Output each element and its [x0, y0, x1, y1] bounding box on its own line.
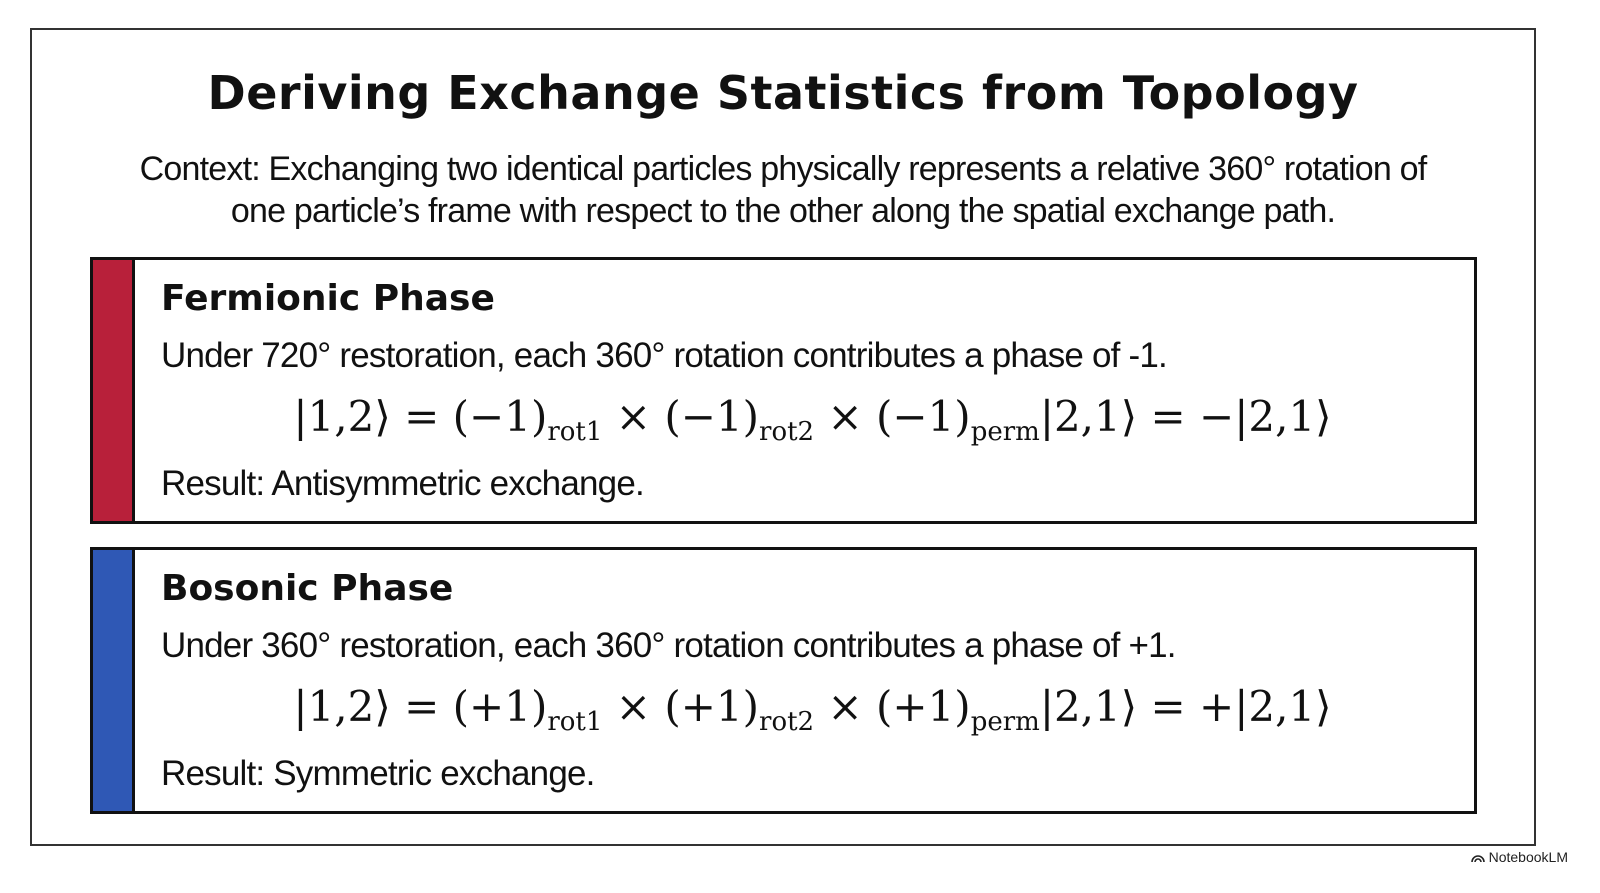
bosonic-accent-bar	[93, 550, 135, 811]
fermionic-phase-panel	[90, 257, 1477, 524]
eq-factor-rot2: (+1)	[664, 682, 760, 731]
eq-factor-perm: (−1)	[876, 392, 971, 441]
eq-sub-rot2: rot2	[759, 707, 815, 737]
eq-sub-rot2: rot2	[759, 417, 815, 447]
eq-times: ×	[814, 682, 876, 731]
eq-factor-rot2: (−1)	[664, 392, 760, 441]
eq-factor-rot1: (−1)	[452, 392, 548, 441]
slide-title: Deriving Exchange Statistics from Topology	[207, 66, 1359, 120]
bosonic-heading: Bosonic Phase	[161, 568, 454, 609]
eq-sub-perm: perm	[970, 417, 1040, 447]
eq-factor-rot1: (+1)	[452, 682, 548, 731]
eq-sub-perm: perm	[970, 707, 1040, 737]
notebooklm-logo-icon	[1471, 852, 1485, 863]
eq-factor-perm: (+1)	[876, 682, 971, 731]
brand-label: NotebookLM	[1488, 849, 1568, 865]
eq-rhs: |2,1⟩ = −|2,1⟩	[1039, 392, 1332, 441]
eq-rhs: |2,1⟩ = +|2,1⟩	[1039, 682, 1332, 731]
fermionic-description: Under 720° restoration, each 360° rotation contributes a phase of -1.	[161, 336, 1167, 375]
eq-lhs: |1,2⟩ =	[293, 392, 453, 441]
fermionic-accent-bar	[93, 260, 135, 521]
bosonic-description: Under 360° restoration, each 360° rotation contributes a phase of +1.	[161, 626, 1176, 665]
context-text: Context: Exchanging two identical particles physically represents a relative 360° rotation of one particle’s frame with respect to the other along the spatial exchange path.	[139, 150, 1427, 230]
eq-times: ×	[602, 682, 665, 731]
eq-times: ×	[814, 392, 876, 441]
eq-lhs: |1,2⟩ =	[293, 682, 453, 731]
bosonic-phase-panel	[90, 547, 1477, 814]
fermionic-heading: Fermionic Phase	[161, 278, 495, 319]
eq-times: ×	[602, 392, 665, 441]
eq-sub-rot1: rot1	[547, 707, 603, 737]
notebooklm-watermark	[1471, 849, 1568, 865]
fermionic-result: Result: Antisymmetric exchange.	[161, 464, 644, 503]
bosonic-result: Result: Symmetric exchange.	[161, 754, 595, 793]
fermionic-equation	[93, 392, 1474, 447]
bosonic-equation	[93, 682, 1474, 737]
eq-sub-rot1: rot1	[547, 417, 603, 447]
